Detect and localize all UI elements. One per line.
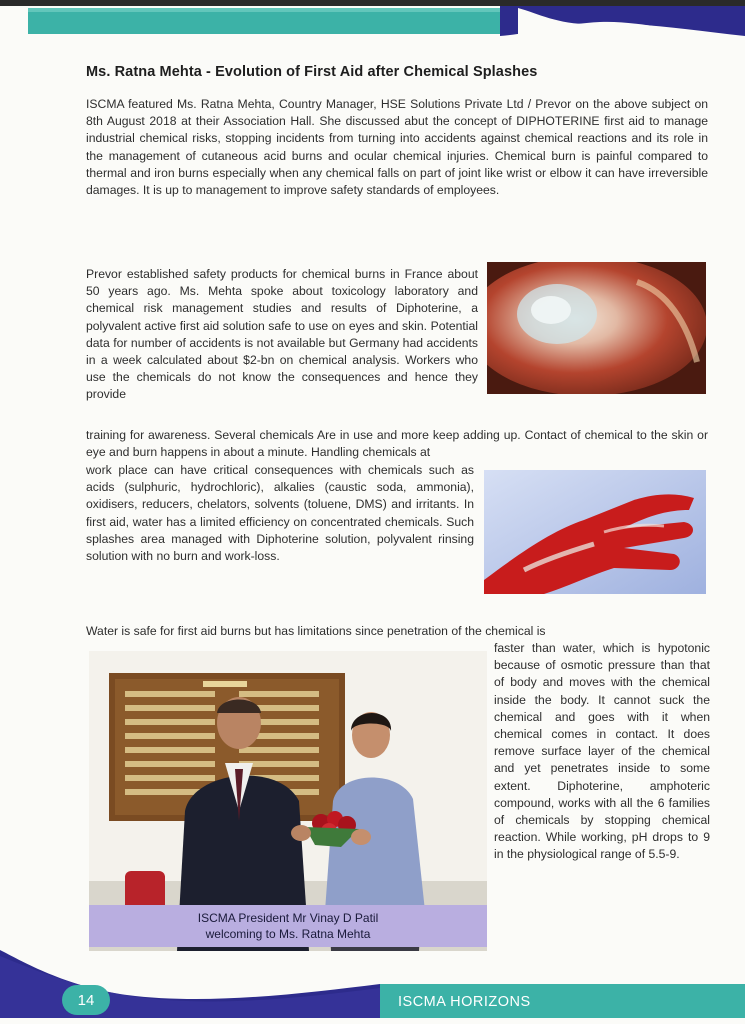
caption-line-1: ISCMA President Mr Vinay D Patil [197, 911, 379, 925]
paragraph-intro: ISCMA featured Ms. Ratna Mehta, Country Manager, HSE Solutions Private Ltd / Prevor on the above subject on 8th August 2018 at their Association Hall. She discussed abut the concept of DIPHOTERINE first aid to manage industrial chemical risks, stopping incidents from turning into accidents against chemical reactions and its role in the management of cutaneous acid burns and ocular chemical injuries. Chemical burn is painful compared to thermal and iron burns especially when any chemical falls on part of joint like wrist or elbow it can have irreversible damages. It is up to management to improve safety standards of employees. [86, 97, 708, 198]
paragraph-training: training for awareness. Several chemicals Are in use and more keep adding up. Contact of chemical to the skin or eye and burn happens in about a minute. Handling chemicals at [86, 428, 708, 460]
page-number: 14 [62, 985, 110, 1015]
eye-injury-photo [487, 262, 706, 394]
paragraph-diphoterine: faster than water, which is hypotonic because of osmotic pressure than that of body and moves with the chemical inside the body. It cannot suck the chemical and goes with it when chemical comes in contact. It does remove surface layer of the chemical and yet penetrates inside to some extent. Diphoterine, amphoteric compound, works with all the 6 families of chemicals by stopping chemical reaction. While working, pH drops to 9 in the physiological range of 5.5-9. [494, 641, 710, 862]
caption-line-2: welcoming to Ms. Ratna Mehta [205, 927, 371, 941]
photo-caption [89, 905, 487, 947]
article-title: Ms. Ratna Mehta - Evolution of First Aid after Chemical Splashes [86, 64, 538, 80]
header-decoration [0, 0, 745, 40]
footer-decoration [0, 950, 745, 1024]
paragraph-chemicals: work place can have critical consequences with chemicals such as acids (sulphuric, hydrochloric), alkalies (caustic soda, ammonia), oxidisers, reducers, chelators, solvents (toluene, DMS) and irritants. In first aid, water has a limited efficiency on concentrated chemicals. Such splashes area managed with Diphoterine solution, polyvalent rinsing solution with no burn and work-loss. [86, 463, 474, 564]
publication-name: ISCMA HORIZONS [398, 994, 531, 1010]
paragraph-prevor: Prevor established safety products for chemical burns in France about 50 years ago. Ms. Mehta spoke about toxicology laboratory and chemical risk management studies and results of Diphoterine, a polyvalent active first aid solution safe to use on eyes and skin. Potential data for number of accidents is not available but Germany had accidents in a week calculated about $2-bn on chemical analysis. Workers who use the chemicals do not know the consequences and hence they provide [86, 267, 478, 402]
paragraph-water-intro: Water is safe for first aid burns but has limitations since penetration of the chemical is [86, 624, 546, 638]
hand-burn-photo [484, 470, 706, 594]
